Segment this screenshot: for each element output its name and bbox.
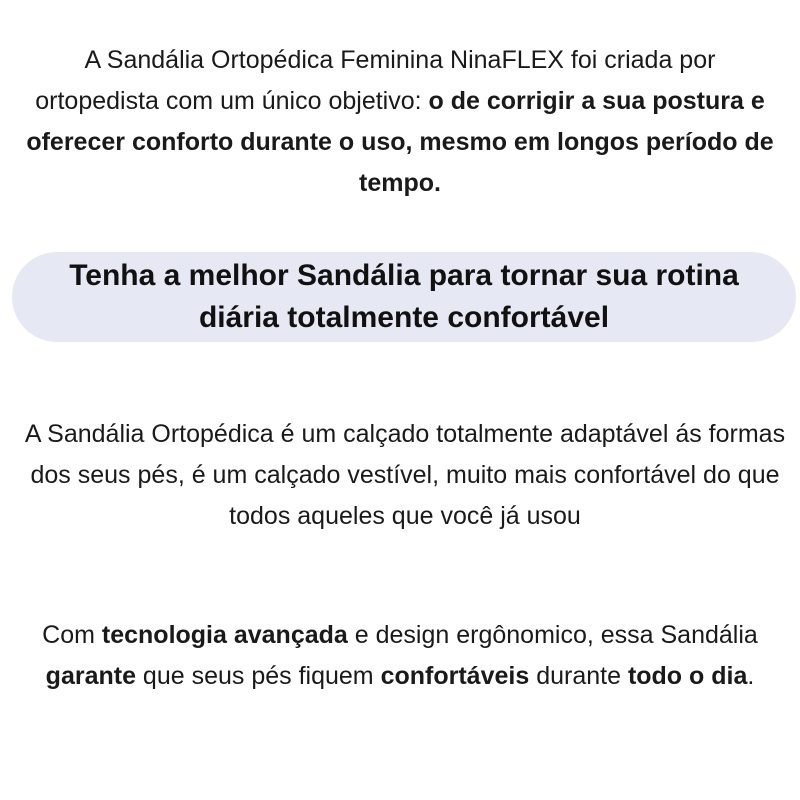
description-paragraph (10, 414, 800, 537)
tech-highlight-2: garante (45, 662, 136, 690)
description-text: A Sandália Ortopédica é um calçado totalmente adaptável ás formas dos seus pés, é um calçado vestível, muito mais confortável do que todos aqueles que você já usou (24, 420, 786, 530)
tech-text-5: . (747, 662, 755, 690)
intro-highlight: o de corrigir a sua postura e oferecer conforto durante o uso, mesmo em longos período de tempo. (26, 87, 774, 197)
headline-line-1: Tenha a melhor Sandália para tornar sua rotina (69, 259, 739, 292)
intro-paragraph (20, 40, 780, 204)
headline-text (12, 255, 796, 339)
technology-paragraph (10, 615, 790, 697)
tech-highlight-3: confortáveis (380, 662, 530, 690)
tech-text-1: Com (42, 621, 102, 649)
tech-text-3: que seus pés fiquem (135, 662, 381, 690)
headline-line-2: diária totalmente confortável (198, 301, 610, 334)
tech-highlight-4: todo o dia (627, 662, 748, 690)
intro-text: A Sandália Ortopédica Feminina NinaFLEX foi criada por ortopedista com um único objetivo: (35, 46, 716, 115)
tech-highlight-1: tecnologia avançada (101, 621, 348, 649)
tech-text-2: e design ergônomico, essa Sandália (347, 621, 758, 649)
tech-text-4: durante (529, 662, 628, 690)
